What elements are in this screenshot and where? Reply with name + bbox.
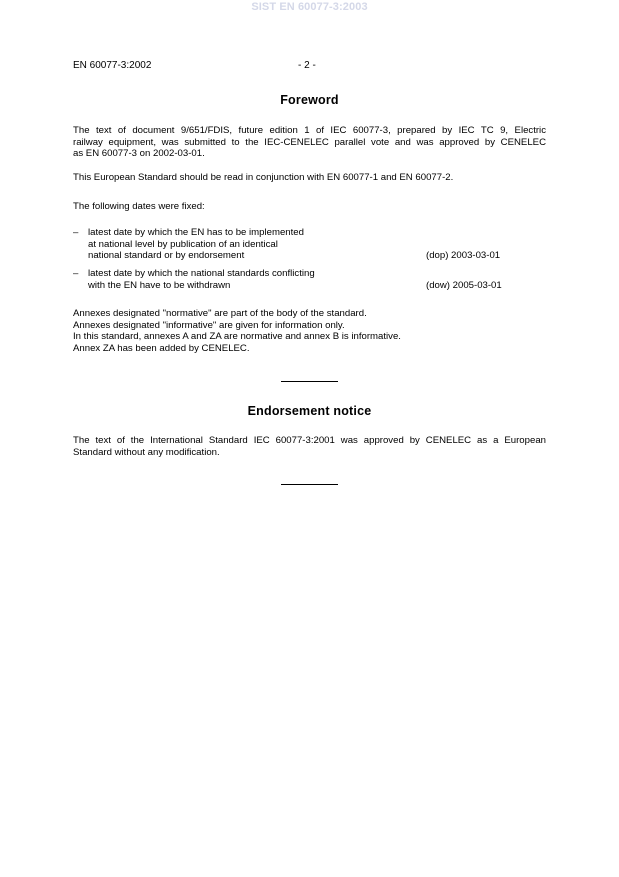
- endorsement-title: Endorsement notice: [247, 404, 372, 418]
- paragraph-line: This European Standard should be read in conjunction with EN 60077-1 and EN 60077-2.: [73, 172, 454, 183]
- paragraph-line: The text of the International Standard IEC 60077-3:2001 was approved by CENELEC as a European: [73, 435, 546, 446]
- paragraph-line: Annexes designated "informative" are given for information only.: [73, 319, 345, 331]
- paragraph-line: The text of document 9/651/FDIS, future edition 1 of IEC 60077-3, prepared by IEC TC 9, Electric: [73, 125, 546, 136]
- dates-intro-paragraph: [73, 201, 546, 213]
- paragraph-line: railway equipment, was submitted to the IEC-CENELEC parallel vote and was approved by CENELEC: [73, 136, 546, 148]
- date-item-line: at national level by publication of an identical: [88, 238, 278, 250]
- watermark: SIST EN 60077-3:2003: [251, 1, 368, 13]
- date-item-line: latest date by which the EN has to be implemented: [88, 227, 304, 238]
- section-divider: [281, 381, 338, 382]
- date-item-text: [88, 268, 315, 291]
- dash-bullet: –: [73, 227, 79, 238]
- foreword-title: Foreword: [280, 93, 339, 107]
- date-item-line: latest date by which the national standards conflicting: [88, 268, 315, 279]
- date-item-dow: [73, 268, 546, 292]
- page-number: - 2 -: [298, 60, 316, 71]
- paragraph-line: In this standard, annexes A and ZA are normative and annex B is informative.: [73, 331, 401, 342]
- paragraph-line: as EN 60077-3 on 2002-03-01.: [73, 148, 205, 159]
- foreword-intro-paragraph: [73, 125, 546, 160]
- endorsement-paragraph: [73, 435, 546, 458]
- section-divider: [281, 484, 338, 485]
- paragraph-line: Annexes designated "normative" are part of the body of the standard.: [73, 308, 367, 319]
- date-code-dop: (dop) 2003-03-01: [426, 250, 501, 261]
- date-item-line: national standard or by endorsement: [88, 250, 245, 261]
- conjunction-paragraph: [73, 172, 546, 184]
- paragraph-line: Standard without any modification.: [73, 446, 220, 458]
- date-code-dow: (dow) 2005-03-01: [426, 280, 502, 291]
- paragraph-line: The following dates were fixed:: [73, 201, 205, 212]
- date-item-line: with the EN have to be withdrawn: [88, 279, 231, 291]
- annexes-paragraph: [73, 308, 546, 354]
- dash-bullet: –: [73, 268, 79, 279]
- document-id: EN 60077-3:2002: [73, 60, 152, 71]
- paragraph-line: Annex ZA has been added by CENELEC.: [73, 342, 250, 354]
- date-item-dop: [73, 227, 546, 263]
- date-item-text: [88, 227, 304, 262]
